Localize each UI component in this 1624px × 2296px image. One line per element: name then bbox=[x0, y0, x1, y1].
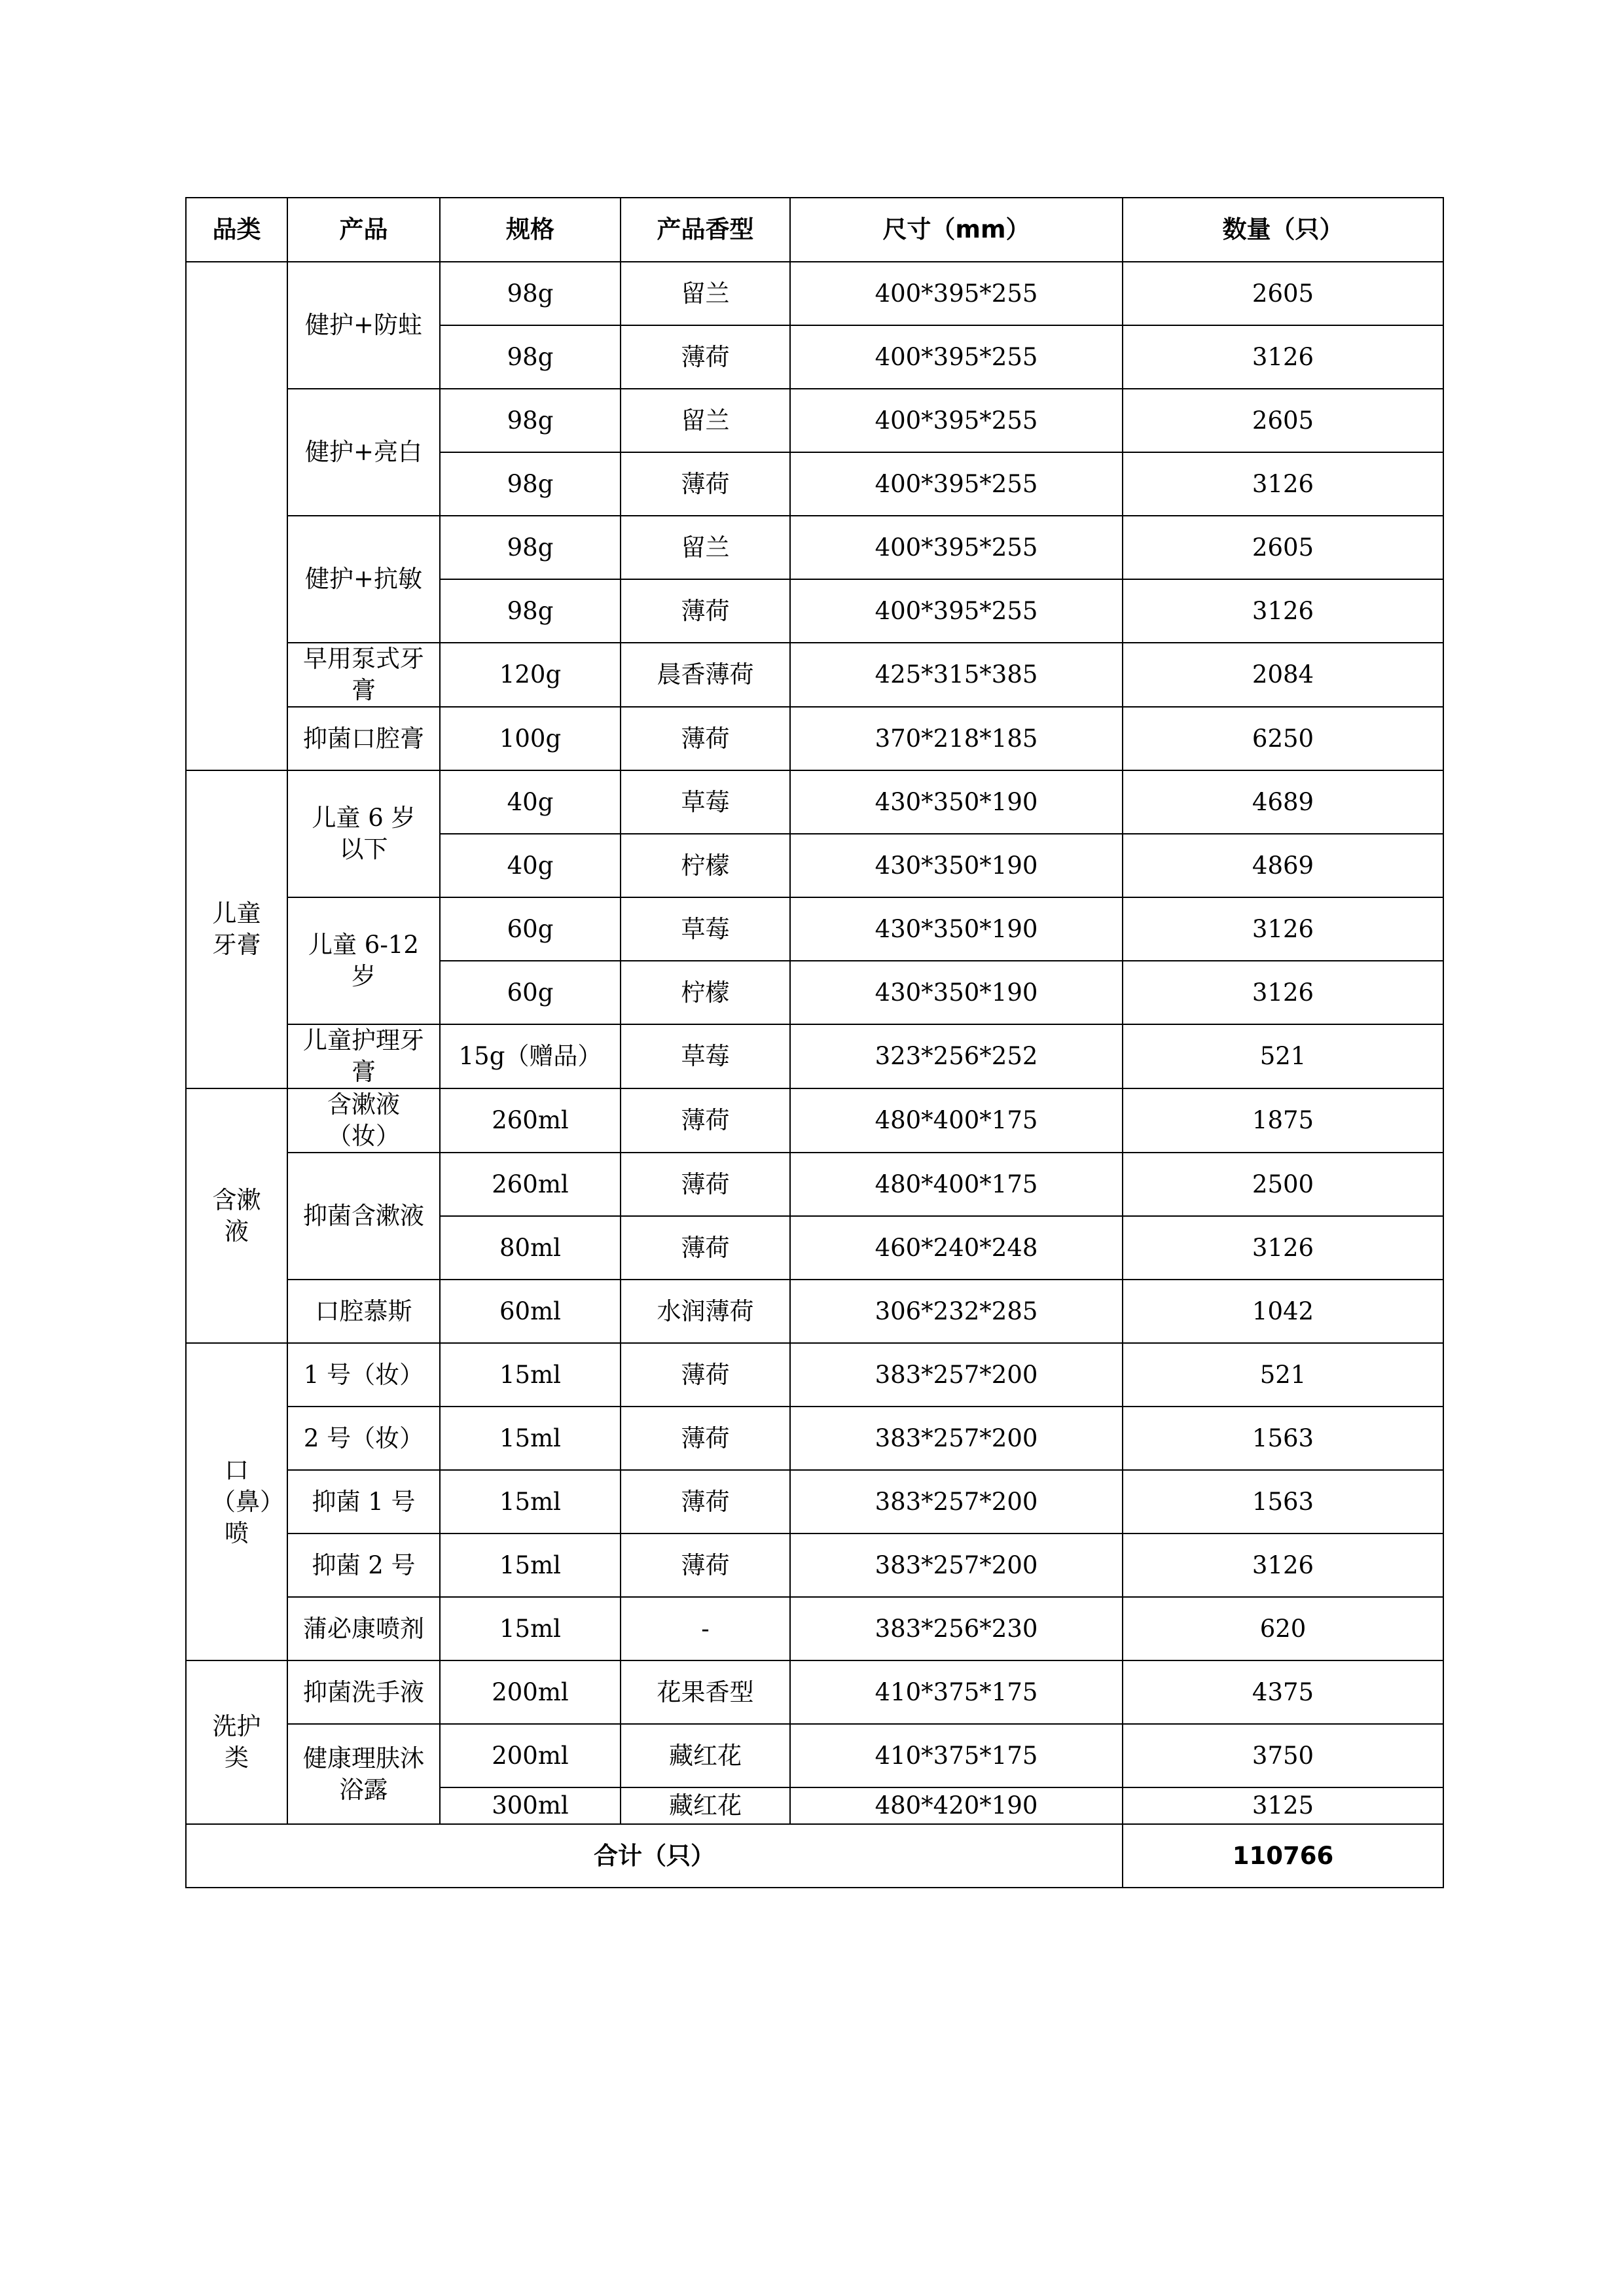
header-spec: 规格 bbox=[440, 198, 621, 262]
quantity-cell: 3126 bbox=[1123, 325, 1443, 389]
quantity-cell: 3126 bbox=[1123, 961, 1443, 1024]
table-row bbox=[186, 770, 1443, 834]
spec-cell: 15ml bbox=[440, 1597, 621, 1660]
product-cell: 儿童 6 岁以下 bbox=[287, 770, 440, 897]
product-cell: 健康理肤沐浴露 bbox=[287, 1724, 440, 1824]
product-cell: 抑菌含漱液 bbox=[287, 1153, 440, 1280]
scent-cell: 晨香薄荷 bbox=[621, 643, 790, 707]
scent-cell: 薄荷 bbox=[621, 579, 790, 643]
size-cell: 383*257*200 bbox=[790, 1407, 1123, 1470]
product-cell: 健护+防蛀 bbox=[287, 262, 440, 389]
table-row bbox=[186, 516, 1443, 579]
scent-cell: 留兰 bbox=[621, 389, 790, 452]
quantity-cell: 3125 bbox=[1123, 1787, 1443, 1824]
header-product: 产品 bbox=[287, 198, 440, 262]
quantity-cell: 521 bbox=[1123, 1343, 1443, 1407]
scent-cell: - bbox=[621, 1597, 790, 1660]
table-row bbox=[186, 1088, 1443, 1153]
product-cell: 1 号（妆） bbox=[287, 1343, 440, 1407]
quantity-cell: 3126 bbox=[1123, 1216, 1443, 1280]
table-row bbox=[186, 1534, 1443, 1597]
total-value: 110766 bbox=[1123, 1824, 1443, 1888]
size-cell: 306*232*285 bbox=[790, 1280, 1123, 1343]
product-cell: 健护+抗敏 bbox=[287, 516, 440, 643]
product-cell: 抑菌口腔膏 bbox=[287, 707, 440, 770]
spec-cell: 60g bbox=[440, 897, 621, 961]
quantity-cell: 3126 bbox=[1123, 579, 1443, 643]
spec-cell: 98g bbox=[440, 325, 621, 389]
scent-cell: 留兰 bbox=[621, 262, 790, 325]
scent-cell: 草莓 bbox=[621, 770, 790, 834]
quantity-cell: 521 bbox=[1123, 1024, 1443, 1088]
size-cell: 323*256*252 bbox=[790, 1024, 1123, 1088]
scent-cell: 水润薄荷 bbox=[621, 1280, 790, 1343]
quantity-cell: 1875 bbox=[1123, 1088, 1443, 1153]
spec-cell: 80ml bbox=[440, 1216, 621, 1280]
size-cell: 410*375*175 bbox=[790, 1724, 1123, 1787]
spec-cell: 40g bbox=[440, 770, 621, 834]
quantity-cell: 2605 bbox=[1123, 389, 1443, 452]
size-cell: 480*420*190 bbox=[790, 1787, 1123, 1824]
size-cell: 400*395*255 bbox=[790, 262, 1123, 325]
table-body bbox=[186, 262, 1443, 1824]
size-cell: 480*400*175 bbox=[790, 1088, 1123, 1153]
scent-cell: 草莓 bbox=[621, 897, 790, 961]
quantity-cell: 3126 bbox=[1123, 897, 1443, 961]
product-cell: 抑菌 2 号 bbox=[287, 1534, 440, 1597]
size-cell: 383*256*230 bbox=[790, 1597, 1123, 1660]
size-cell: 383*257*200 bbox=[790, 1470, 1123, 1534]
table-row bbox=[186, 1153, 1443, 1216]
size-cell: 400*395*255 bbox=[790, 389, 1123, 452]
spec-cell: 98g bbox=[440, 389, 621, 452]
size-cell: 430*350*190 bbox=[790, 770, 1123, 834]
size-cell: 460*240*248 bbox=[790, 1216, 1123, 1280]
size-cell: 480*400*175 bbox=[790, 1153, 1123, 1216]
category-cell: 口（鼻）喷 bbox=[186, 1343, 287, 1660]
size-cell: 430*350*190 bbox=[790, 897, 1123, 961]
quantity-cell: 1563 bbox=[1123, 1470, 1443, 1534]
quantity-cell: 3126 bbox=[1123, 452, 1443, 516]
scent-cell: 藏红花 bbox=[621, 1724, 790, 1787]
header-scent: 产品香型 bbox=[621, 198, 790, 262]
spec-cell: 98g bbox=[440, 452, 621, 516]
quantity-cell: 2500 bbox=[1123, 1153, 1443, 1216]
product-cell: 抑菌 1 号 bbox=[287, 1470, 440, 1534]
scent-cell: 薄荷 bbox=[621, 1153, 790, 1216]
quantity-cell: 2605 bbox=[1123, 262, 1443, 325]
spec-cell: 260ml bbox=[440, 1153, 621, 1216]
size-cell: 430*350*190 bbox=[790, 834, 1123, 897]
table-row bbox=[186, 389, 1443, 452]
spec-cell: 200ml bbox=[440, 1660, 621, 1724]
total-label: 合计（只） bbox=[186, 1824, 1123, 1888]
spec-cell: 300ml bbox=[440, 1787, 621, 1824]
size-cell: 400*395*255 bbox=[790, 579, 1123, 643]
table-row bbox=[186, 643, 1443, 707]
spec-cell: 98g bbox=[440, 579, 621, 643]
product-cell: 蒲必康喷剂 bbox=[287, 1597, 440, 1660]
spec-cell: 60ml bbox=[440, 1280, 621, 1343]
product-cell: 2 号（妆） bbox=[287, 1407, 440, 1470]
size-cell: 425*315*385 bbox=[790, 643, 1123, 707]
quantity-cell: 4869 bbox=[1123, 834, 1443, 897]
scent-cell: 藏红花 bbox=[621, 1787, 790, 1824]
spec-cell: 98g bbox=[440, 262, 621, 325]
header-category: 品类 bbox=[186, 198, 287, 262]
product-cell: 口腔慕斯 bbox=[287, 1280, 440, 1343]
table-row bbox=[186, 1024, 1443, 1088]
spec-cell: 15ml bbox=[440, 1534, 621, 1597]
table-row bbox=[186, 1280, 1443, 1343]
quantity-cell: 4689 bbox=[1123, 770, 1443, 834]
quantity-cell: 4375 bbox=[1123, 1660, 1443, 1724]
quantity-cell: 2605 bbox=[1123, 516, 1443, 579]
scent-cell: 薄荷 bbox=[621, 1534, 790, 1597]
table-row bbox=[186, 707, 1443, 770]
spec-cell: 15ml bbox=[440, 1343, 621, 1407]
scent-cell: 留兰 bbox=[621, 516, 790, 579]
quantity-cell: 6250 bbox=[1123, 707, 1443, 770]
spec-cell: 100g bbox=[440, 707, 621, 770]
spec-cell: 200ml bbox=[440, 1724, 621, 1787]
total-row bbox=[186, 1824, 1443, 1888]
spec-cell: 60g bbox=[440, 961, 621, 1024]
table-row bbox=[186, 1470, 1443, 1534]
category-cell bbox=[186, 262, 287, 770]
scent-cell: 薄荷 bbox=[621, 325, 790, 389]
product-table bbox=[185, 197, 1444, 1888]
quantity-cell: 1042 bbox=[1123, 1280, 1443, 1343]
scent-cell: 薄荷 bbox=[621, 1088, 790, 1153]
category-cell: 洗护类 bbox=[186, 1660, 287, 1824]
scent-cell: 柠檬 bbox=[621, 834, 790, 897]
scent-cell: 薄荷 bbox=[621, 1343, 790, 1407]
spec-cell: 120g bbox=[440, 643, 621, 707]
product-cell: 含漱液（妆） bbox=[287, 1088, 440, 1153]
table-row bbox=[186, 1343, 1443, 1407]
scent-cell: 薄荷 bbox=[621, 1216, 790, 1280]
table-row bbox=[186, 1660, 1443, 1724]
product-cell: 儿童护理牙膏 bbox=[287, 1024, 440, 1088]
product-cell: 早用泵式牙膏 bbox=[287, 643, 440, 707]
header-size: 尺寸（mm） bbox=[790, 198, 1123, 262]
category-cell: 含漱液 bbox=[186, 1088, 287, 1343]
quantity-cell: 3126 bbox=[1123, 1534, 1443, 1597]
scent-cell: 花果香型 bbox=[621, 1660, 790, 1724]
quantity-cell: 1563 bbox=[1123, 1407, 1443, 1470]
size-cell: 383*257*200 bbox=[790, 1343, 1123, 1407]
product-cell: 抑菌洗手液 bbox=[287, 1660, 440, 1724]
scent-cell: 薄荷 bbox=[621, 707, 790, 770]
size-cell: 370*218*185 bbox=[790, 707, 1123, 770]
spec-cell: 40g bbox=[440, 834, 621, 897]
table-row bbox=[186, 1724, 1443, 1787]
header-quantity: 数量（只） bbox=[1123, 198, 1443, 262]
table-row bbox=[186, 262, 1443, 325]
size-cell: 410*375*175 bbox=[790, 1660, 1123, 1724]
size-cell: 400*395*255 bbox=[790, 516, 1123, 579]
quantity-cell: 3750 bbox=[1123, 1724, 1443, 1787]
spec-cell: 15g（赠品） bbox=[440, 1024, 621, 1088]
scent-cell: 薄荷 bbox=[621, 452, 790, 516]
size-cell: 400*395*255 bbox=[790, 325, 1123, 389]
header-row bbox=[186, 198, 1443, 262]
scent-cell: 草莓 bbox=[621, 1024, 790, 1088]
category-cell: 儿童牙膏 bbox=[186, 770, 287, 1088]
scent-cell: 薄荷 bbox=[621, 1407, 790, 1470]
scent-cell: 柠檬 bbox=[621, 961, 790, 1024]
product-cell: 儿童 6-12 岁 bbox=[287, 897, 440, 1024]
spec-cell: 98g bbox=[440, 516, 621, 579]
spec-cell: 15ml bbox=[440, 1470, 621, 1534]
table-row bbox=[186, 1407, 1443, 1470]
product-cell: 健护+亮白 bbox=[287, 389, 440, 516]
quantity-cell: 2084 bbox=[1123, 643, 1443, 707]
table-row bbox=[186, 897, 1443, 961]
size-cell: 383*257*200 bbox=[790, 1534, 1123, 1597]
spec-cell: 260ml bbox=[440, 1088, 621, 1153]
size-cell: 400*395*255 bbox=[790, 452, 1123, 516]
scent-cell: 薄荷 bbox=[621, 1470, 790, 1534]
table-row bbox=[186, 1597, 1443, 1660]
spec-cell: 15ml bbox=[440, 1407, 621, 1470]
size-cell: 430*350*190 bbox=[790, 961, 1123, 1024]
quantity-cell: 620 bbox=[1123, 1597, 1443, 1660]
